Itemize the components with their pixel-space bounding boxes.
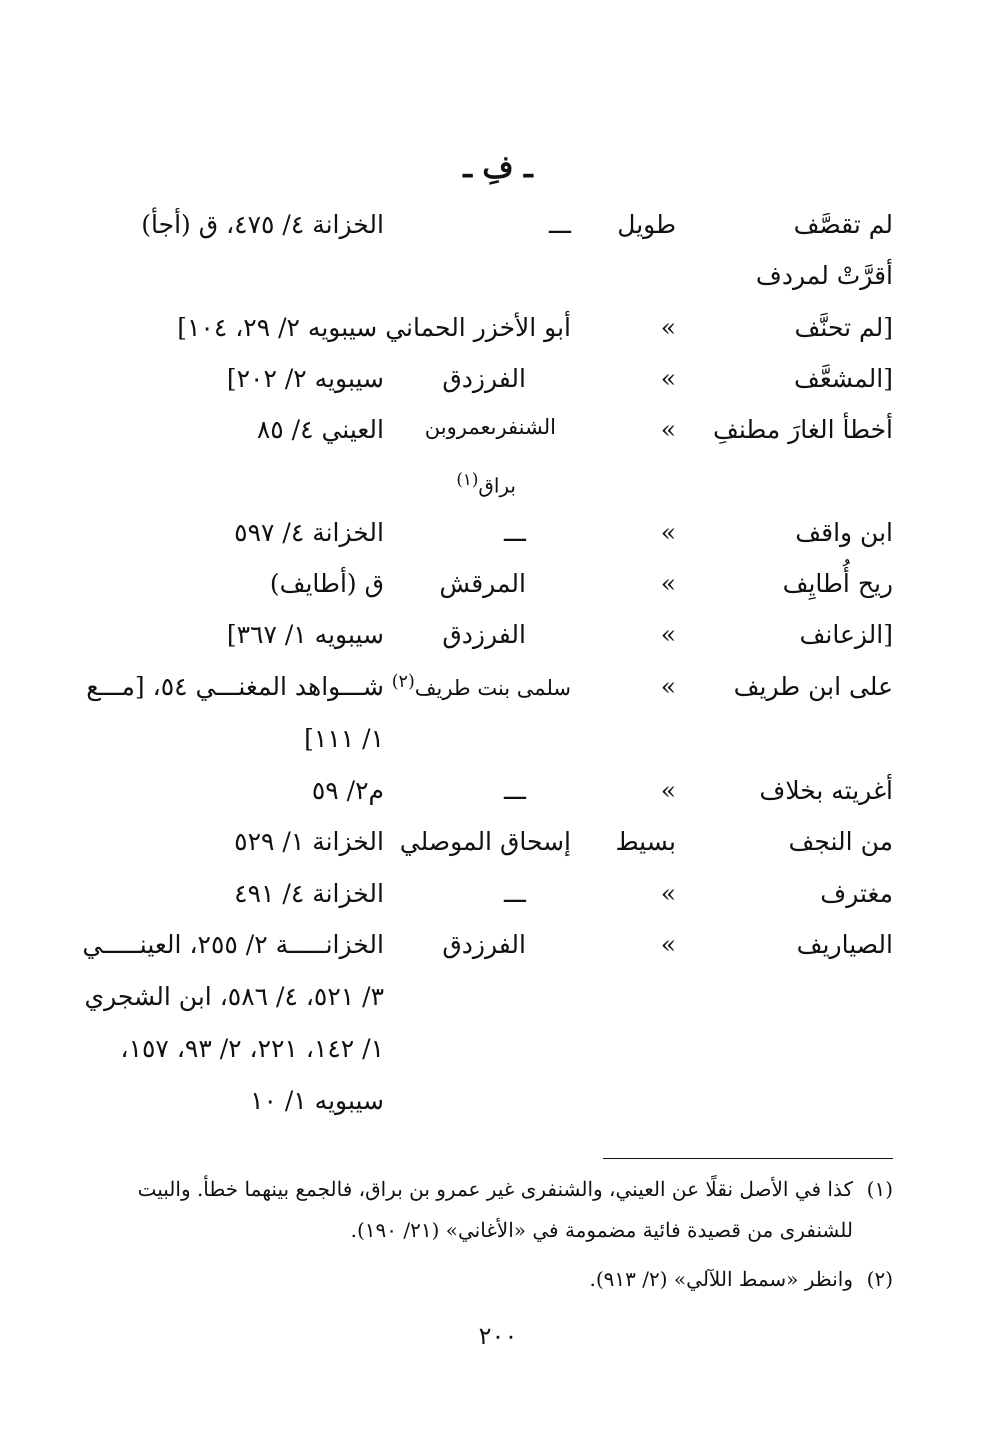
entry-row xyxy=(0,261,996,305)
footnote-mark: (١) xyxy=(456,470,479,489)
footnote-text: وانظر «سمط اللآلي» (٢/ ٩١٣). xyxy=(589,1267,853,1291)
poet-cell: ـــ xyxy=(504,518,526,547)
entry-row xyxy=(0,930,996,974)
entry-row xyxy=(0,518,996,562)
source-cell: الخزانـــــة ٢/ ٢٥٥، العينـــــي xyxy=(82,930,384,959)
meter-cell: طويل xyxy=(617,210,676,239)
rhyme-cell: أخطأ الغارَ مطنفِ xyxy=(712,415,893,444)
footnote xyxy=(53,1260,893,1298)
footnote-text: كذا في الأصل نقلًا عن العيني، والشنفرى غير عمرو بن براق، فالجمع بينهما خطأ. والبيت xyxy=(137,1177,853,1201)
rhyme-cell: لم تقصَّف xyxy=(793,210,893,239)
entry-row xyxy=(0,879,996,923)
poet-cell: إسحاق الموصلي xyxy=(399,827,571,856)
footnote-divider xyxy=(603,1158,893,1159)
source-cell: سيبويه ٢/ ٢٩، ١٠٤] xyxy=(177,313,378,342)
meter-cell: » xyxy=(660,930,676,959)
source-cell: الخزانة ٤/ ٤٧٥، ق (أجأ) xyxy=(141,210,384,239)
page-number: ٢٠٠ xyxy=(478,1322,518,1350)
footnote xyxy=(53,1170,893,1208)
rhyme-cell: [الزعانف xyxy=(799,620,893,649)
source-cell: الخزانة ٤/ ٥٩٧ xyxy=(234,518,384,547)
poet-source-cell xyxy=(51,313,571,342)
entry-row xyxy=(0,313,996,357)
footnote-number: (١) xyxy=(866,1177,893,1201)
rhyme-cell: ابن واقف xyxy=(795,518,893,547)
section-heading: ـ فِ ـ xyxy=(463,150,533,185)
source-cell: شـــواهد المغنـــي ٥٤، [مـــع xyxy=(86,672,384,701)
rhyme-cell: أغريته بخلاف xyxy=(759,776,893,805)
footnote-text-continuation: للشنفرى من قصيدة فائية مضمومة في «الأغاني» (٢١/ ١٩٠). xyxy=(350,1218,853,1242)
footnote-number: (٢) xyxy=(866,1267,893,1291)
entry-row xyxy=(0,672,996,716)
entry-row xyxy=(0,364,996,408)
rhyme-cell: [المشعَّف xyxy=(793,364,893,393)
rhyme-cell: [لم تحنَّف xyxy=(794,313,893,342)
source-cell: م٢/ ٥٩ xyxy=(311,776,384,805)
source-cell: سيبويه ١/ ٣٦٧] xyxy=(226,620,384,649)
poet-cell: المرقش xyxy=(439,569,526,598)
meter-cell: » xyxy=(660,415,676,444)
source-cell: الخزانة ٤/ ٤٩١ xyxy=(234,879,384,908)
footnote-mark: (٢) xyxy=(391,672,415,692)
source-continuation: ١/ ١١١] xyxy=(304,724,384,753)
rhyme-cell: من النجف xyxy=(788,827,893,856)
meter-cell: » xyxy=(660,364,676,393)
poet-cell: الفرزدق xyxy=(442,930,526,959)
entry-row xyxy=(0,415,996,459)
poet-cell: سلمى بنت طريف$^{(٢)}$ xyxy=(391,672,571,700)
poet-line-continuation: براق$^{(١)}$ xyxy=(456,470,516,498)
entry-row xyxy=(0,827,996,871)
poet-cell: ـــ xyxy=(549,210,571,239)
source-cell: ق (أطايف) xyxy=(269,569,384,598)
source-continuation: سيبويه ١/ ١٠ xyxy=(250,1086,384,1115)
entry-row xyxy=(0,776,996,820)
rhyme-cell: أقرَّتْ لمردف xyxy=(755,261,893,290)
rhyme-cell: الصياريف xyxy=(796,930,893,959)
poet-cell: أبو الأخزر الحماني xyxy=(385,313,571,342)
entry-row xyxy=(0,569,996,613)
meter-cell: » xyxy=(660,569,676,598)
poet-cell: ـــ xyxy=(504,776,526,805)
meter-cell: » xyxy=(660,879,676,908)
source-cell: العيني ٤/ ٨٥ xyxy=(256,415,384,444)
source-continuation: ١/ ١٤٢، ٢٢١، ٢/ ٩٣، ١٥٧، xyxy=(120,1034,384,1063)
meter-cell: » xyxy=(660,313,676,342)
poet-cell: الفرزدق xyxy=(442,620,526,649)
source-continuation: ٣/ ٥٢١، ٤/ ٥٨٦، ابن الشجري xyxy=(84,982,384,1011)
rhyme-cell: على ابن طريف xyxy=(733,672,893,701)
meter-cell: بسيط xyxy=(615,827,676,856)
rhyme-cell: ريح أُطايِف xyxy=(782,569,893,598)
entry-row xyxy=(0,620,996,664)
source-cell: سيبويه ٢/ ٢٠٢] xyxy=(226,364,384,393)
meter-cell: » xyxy=(660,776,676,805)
source-cell: الخزانة ١/ ٥٢٩ xyxy=(234,827,384,856)
rhyme-cell: مغترف xyxy=(820,879,893,908)
poet-cell: ـــ xyxy=(504,879,526,908)
meter-cell: » xyxy=(660,620,676,649)
meter-cell: » xyxy=(660,518,676,547)
meter-cell: » xyxy=(660,672,676,701)
poet-cell: الشنفرىعمروبن xyxy=(424,415,556,439)
poet-cell: الفرزدق xyxy=(442,364,526,393)
entry-row xyxy=(0,210,996,254)
